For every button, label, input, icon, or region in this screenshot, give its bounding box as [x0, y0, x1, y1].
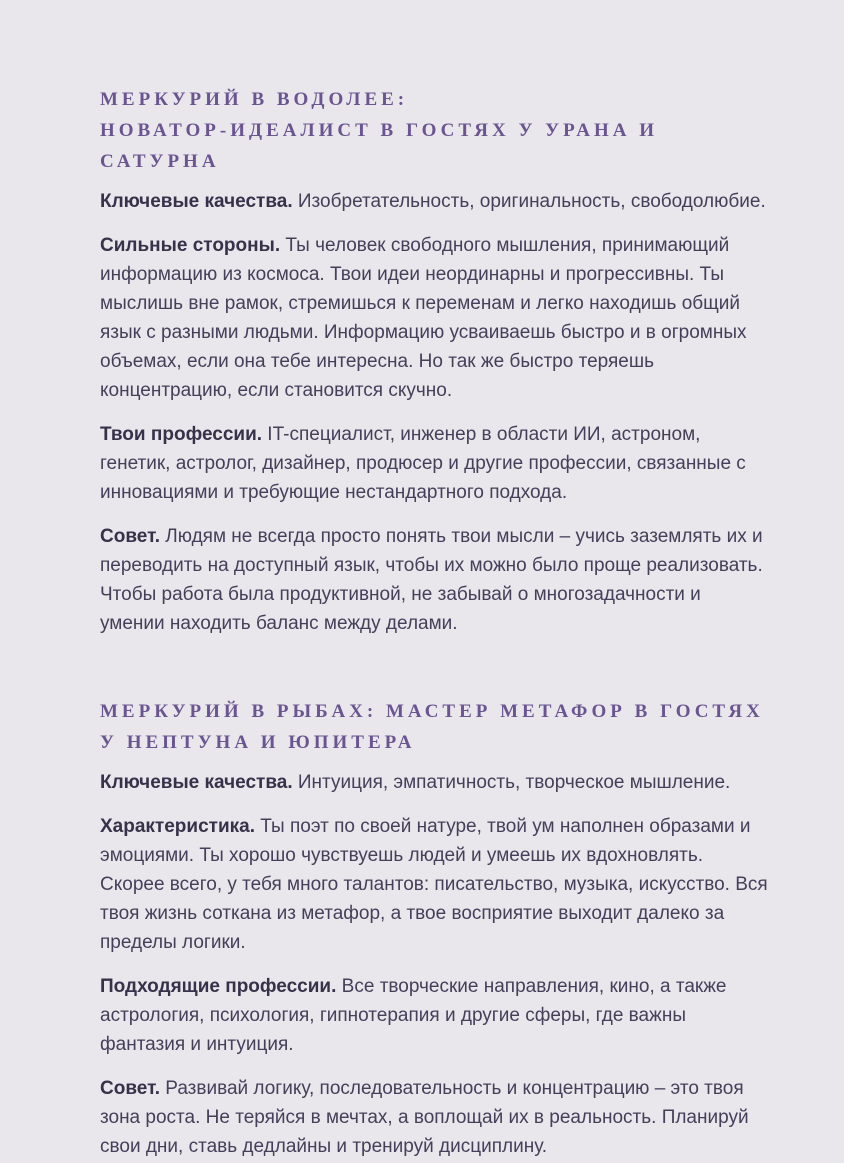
paragraph-lead: Ключевые качества. — [100, 191, 293, 212]
paragraph-lead: Характеристика. — [100, 816, 255, 837]
section-mercury-aquarius — [100, 84, 768, 638]
paragraph-lead: Подходящие профессии. — [100, 976, 337, 997]
paragraph — [100, 1074, 768, 1161]
section-spacer — [100, 672, 768, 696]
paragraph-text: Ты человек свободного мышления, принимающий информацию из космоса. Твои идеи неординарны и прогрессивны. Ты мыслишь вне рамок, стремишься к переменам и легко находишь общий язык с разными людьми. Информацию усваиваешь быстро и в огромных объемах, если она тебе интересна. Но так же быстро теряешь концентрацию, если становится скучно. — [100, 235, 747, 401]
paragraph — [100, 768, 768, 797]
paragraph-text: Развивай логику, последовательность и концентрацию – это твоя зона роста. Не теряйся в мечтах, а воплощай их в реальность. Планируй свои дни, ставь дедлайны и тренируй дисциплину. — [100, 1078, 749, 1157]
paragraph-text: Людям не всегда просто понять твои мысли – учись заземлять их и переводить на доступный язык, чтобы их можно было проще реализовать. Чтобы работа была продуктивной, не забывай о многозадачности и умении находить баланс между делами. — [100, 526, 763, 634]
paragraph-text: Интуиция, эмпатичность, творческое мышление. — [292, 772, 731, 793]
section-title — [100, 84, 768, 177]
section-title-line: НОВАТОР-ИДЕАЛИСТ В ГОСТЯХ У УРАНА И САТУРНА — [100, 120, 659, 172]
paragraph-text: Все творческие направления, кино, а также астрология, психология, гипнотерапия и другие сферы, где важны фантазия и интуиция. — [100, 976, 727, 1055]
paragraph-text: Изобретательность, оригинальность, свободолюбие. — [292, 191, 766, 212]
paragraph — [100, 972, 768, 1059]
paragraph-lead: Сильные стороны. — [100, 235, 281, 256]
paragraph-text: IT-специалист, инженер в области ИИ, астроном, генетик, астролог, дизайнер, продюсер и другие профессии, связанные с инновациями и требующие нестандартного подхода. — [100, 424, 746, 503]
paragraph-text: Ты поэт по своей натуре, твой ум наполнен образами и эмоциями. Ты хорошо чувствуешь людей и умеешь их вдохновлять. Скорее всего, у тебя много талантов: писательство, музыка, искусство. Вся твоя жизнь соткана из метафор, а твое восприятие выходит далеко за пределы логики. — [100, 816, 768, 953]
section-title-line: У НЕПТУНА И ЮПИТЕРА — [100, 732, 416, 753]
paragraph-lead: Совет. — [100, 1078, 160, 1099]
section-title — [100, 696, 768, 758]
paragraph-lead: Совет. — [100, 526, 160, 547]
paragraph — [100, 420, 768, 507]
paragraph — [100, 812, 768, 957]
paragraph-lead: Ключевые качества. — [100, 772, 293, 793]
section-title-line: МЕРКУРИЙ В ВОДОЛЕЕ: — [100, 89, 409, 110]
paragraph — [100, 231, 768, 405]
section-mercury-pisces — [100, 696, 768, 1161]
paragraph — [100, 522, 768, 638]
section-title-line: МЕРКУРИЙ В РЫБАХ: МАСТЕР МЕТАФОР В ГОСТЯХ — [100, 701, 764, 722]
paragraph-lead: Твои профессии. — [100, 424, 263, 445]
paragraph — [100, 187, 768, 216]
page-content — [100, 84, 768, 1161]
